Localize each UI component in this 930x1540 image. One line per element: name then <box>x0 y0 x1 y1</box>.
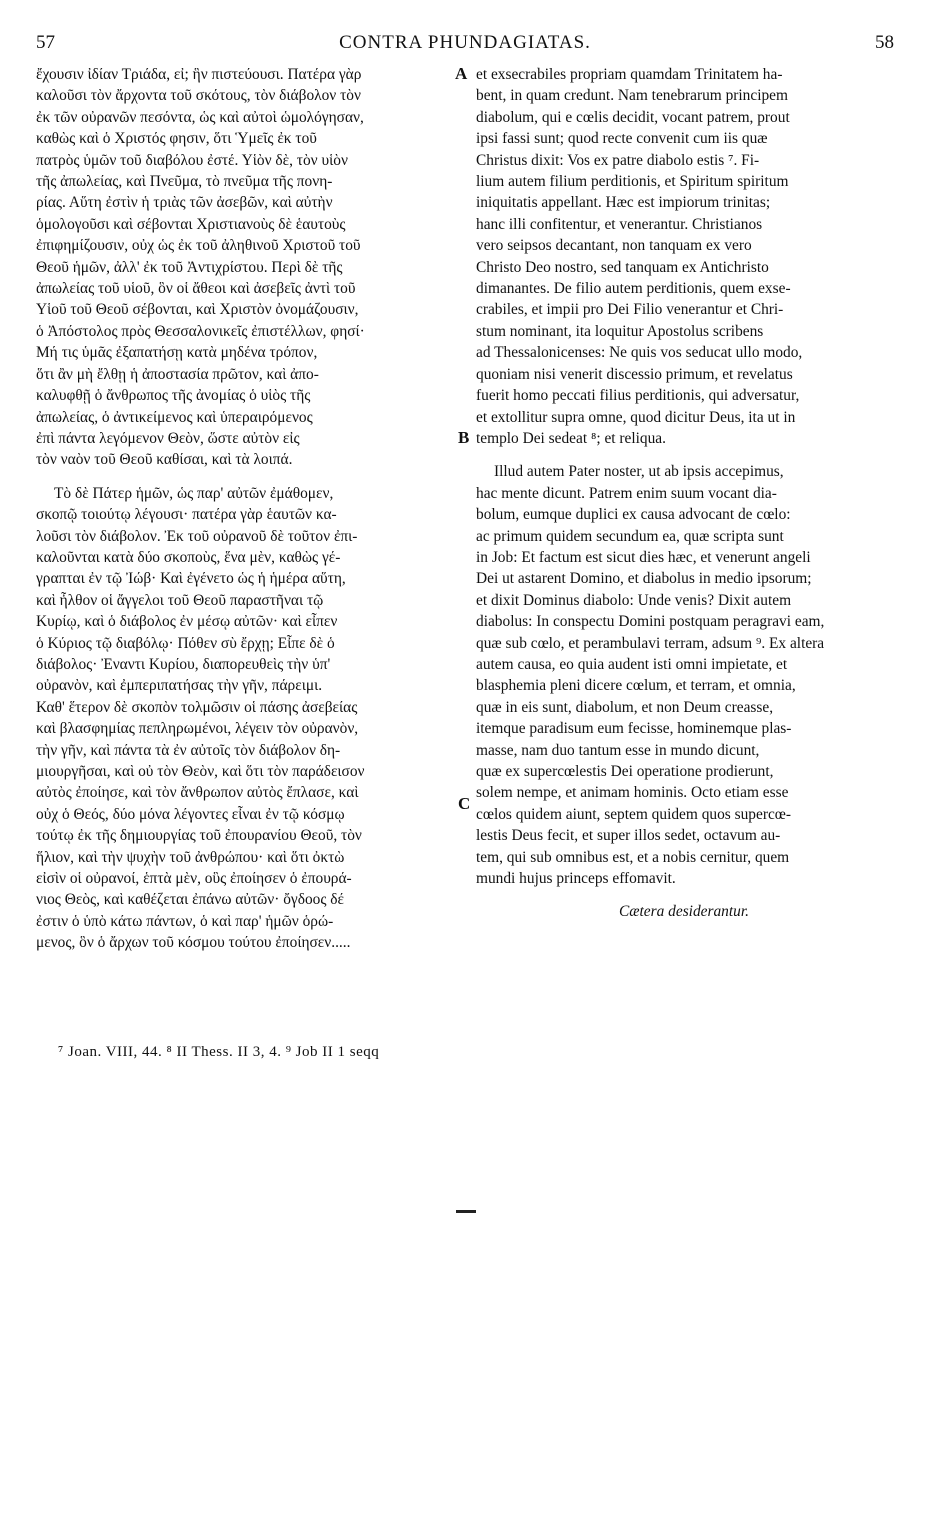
text-line: αὐτὸς ἐποίησε, καὶ τὸν ἄνθρωπον αὐτὸς ἔπλασε, καὶ <box>36 784 359 802</box>
text-line: διάβολος· Ἐναντι Κυρίου, διαπορευθεὶς τὴν ὑπ' <box>36 655 331 673</box>
text-line: Illud autem Pater noster, ut ab ipsis accepimus, <box>494 463 784 481</box>
text-line: Christus dixit: Vos ex patre diabolo estis ⁷. Fi- <box>476 151 760 169</box>
text-line: ὁ Κύριος τῷ διαβόλῳ· Πόθεν σὺ ἔρχῃ; Εἶπε δὲ ὁ <box>36 634 335 652</box>
text-line: καὶ βλασφημίας πεπληρωμένοι, λέγειν τὸν οὐρανὸν, <box>36 720 359 738</box>
text-line: bolum, eumque duplici ex causa advocant de cœlo: <box>476 506 791 524</box>
text-line: fuerit homo peccati filius perditionis, qui adversatur, <box>476 387 800 405</box>
text-line: ἥλιον, καὶ τὴν ψυχὴν τοῦ ἀνθρώπου· καὶ ὅτι ὀκτὼ <box>36 848 345 866</box>
text-line: hanc illi confitentur, et venerantur. Christianos <box>476 215 763 233</box>
page-number-left: 57 <box>36 32 55 53</box>
section-marker-a: A <box>455 64 468 83</box>
greek-text-column <box>36 64 454 954</box>
text-line: masse, nam duo tantum esse in mundo dicunt, <box>476 741 760 759</box>
text-line: et dixit Dominus diabolo: Unde venis? Dixit autem <box>476 591 792 609</box>
running-header <box>36 32 894 58</box>
text-line: σκοπῷ τοιούτῳ λέγουσι· πατέρα γὰρ ἑαυτῶν κα- <box>36 506 337 524</box>
text-line: tem, qui sub omnibus est, et a nobis cernitur, quem <box>476 848 790 866</box>
page-number-right: 58 <box>875 32 894 53</box>
text-line: ipsi fassi sunt; quod recte convenit cum iis quæ <box>476 130 768 148</box>
text-line: lestis Deus fecit, et super illos sedet, octavum au- <box>476 827 781 845</box>
text-line: ὁ Ἀπόστολος πρὸς Θεσσαλονικεῖς ἐπιστέλλων, φησί· <box>36 322 365 340</box>
text-line: crabiles, et impii pro Dei Filio venerantur et Chri- <box>476 301 784 319</box>
text-line: καθὼς καὶ ὁ Χριστός φησιν, ὅτι Ὑμεῖς ἐκ τοῦ <box>36 130 317 148</box>
text-line: in Job: Et factum est sicut dies hæc, et venerunt angeli <box>476 548 811 566</box>
text-line: εἰσὶν οἱ οὐρανοί, ἑπτὰ μὲν, οὓς ἐποίησεν ὁ ἐπουρά- <box>36 870 352 888</box>
text-line: οὐρανὸν, καὶ ἐμπεριπατήσας τὴν γῆν, πάρειμι. <box>36 677 323 695</box>
paragraph-gap <box>36 471 454 483</box>
text-line: quæ in eis sunt, diabolum, et non Deum creasse, <box>476 698 774 716</box>
text-line: ac primum quidem secundum ea, quæ scripta sunt <box>476 527 784 545</box>
text-line: καλοῦνται κατὰ δύο σκοποὺς, ἕνα μὲν, καθὼς γέ- <box>36 548 341 566</box>
section-marker-c: C <box>458 794 471 813</box>
text-line: stum nominant, ita loquitur Apostolus scribens <box>476 322 764 340</box>
text-line: quæ ex supercœlestis Dei operatione prodierunt, <box>476 763 774 780</box>
text-line: Θεοῦ ἡμῶν, ἀλλ' ἐκ τοῦ Ἀντιχρίστου. Περὶ δὲ τῆς <box>36 258 343 276</box>
text-line: καλοῦσι τὸν ἄρχοντα τοῦ σκότους, τὸν διάβολον τὸν <box>36 87 361 105</box>
text-line: vero seipsos decantant, non tanquam ex vero <box>476 237 752 255</box>
text-line: ὅτι ἂν μὴ ἔλθῃ ἡ ἀποστασία πρῶτον, καὶ ἀπο- <box>36 365 319 383</box>
text-line: et extollitur supra omne, quod dicitur Deus, ita ut in <box>476 408 796 426</box>
text-line: καὶ ἦλθον οἱ ἄγγελοι τοῦ Θεοῦ παραστῆναι τῷ <box>36 591 324 609</box>
text-line: λοῦσι τὸν διάβολον. Ἐκ τοῦ οὐρανοῦ δὲ τοῦτον ἐπι- <box>36 527 358 545</box>
text-line: τούτῳ ἐκ τῆς δημιουργίας τοῦ ἐπουρανίου Θεοῦ, τὸν <box>36 827 362 845</box>
running-title: CONTRA PHUNDAGIATAS. <box>339 32 591 53</box>
text-line: Christo Deo nostro, sed tanquam ex Antichristo <box>476 258 769 276</box>
text-line: Dei ut astarent Domino, et diabolus in medio ipsorum; <box>476 570 812 588</box>
text-line: dimanantes. De filio autem perditionis, quem exse- <box>476 280 791 298</box>
text-line: ἀπωλείας, ὁ ἀντικείμενος καὶ ὑπεραιρόμενος <box>36 408 313 426</box>
text-line: ἐπὶ πάντα λεγόμενον Θεὸν, ὥστε αὐτὸν εἰς <box>36 429 300 447</box>
text-line: ἀπωλείας τοῦ υἱοῦ, ὃν οἱ ἄθεοι καὶ ἀσεβεῖς ἀντὶ τοῦ <box>36 280 356 298</box>
text-line: mundi hujus princeps effomavit. <box>476 870 676 888</box>
text-line: solem nempe, et animam hominis. Octo etiam esse <box>476 784 789 802</box>
text-line: ἐκ τῶν οὐρανῶν πεσόντα, ὡς καὶ αὐτοὶ ὡμολόγησαν, <box>36 108 364 126</box>
text-line: iniquitatis appellant. Hæc est impiorum trinitas; <box>476 194 771 212</box>
text-line: Καθ' ἕτερον δὲ σκοπὸν τολμῶσιν οἱ πάσης ἀσεβείας <box>36 698 358 716</box>
text-line: μιουργῆσαι, καὶ οὐ τὸν Θεὸν, καὶ ὅτι τὸν παράδεισον <box>36 763 365 780</box>
text-line: Κυρίῳ, καὶ ὁ διάβολος ἐν μέσῳ αὐτῶν· καὶ εἶπεν <box>36 613 338 631</box>
text-line: Cætera desiderantur. <box>619 903 749 921</box>
text-line: blasphemia pleni dicere cœlum, et terram, et omnia, <box>476 677 796 695</box>
text-line: ὁμολογοῦσι καὶ σέβονται Χριστιανοὺς δὲ ἑαυτοὺς <box>36 215 346 233</box>
text-line: cœlos quidem aiunt, septem quidem quos supercœ- <box>476 805 792 823</box>
text-line: itemque paradisum eum fecisse, hominemque plas- <box>476 720 792 738</box>
text-line: οὐχ ὁ Θεός, δύο μόνα λέγοντες εἶναι ἐν τῷ κόσμῳ <box>36 805 345 823</box>
section-marker-b: B <box>458 428 470 447</box>
text-line: bent, in quam credunt. Nam tenebrarum principem <box>476 87 788 105</box>
text-line: γραπται ἐν τῷ Ἰώβ· Καὶ ἐγένετο ὡς ἡ ἡμέρα αὕτη, <box>36 570 346 588</box>
text-line: τὸν ναὸν τοῦ Θεοῦ καθίσαι, καὶ τὰ λοιπά. <box>36 451 293 469</box>
footnotes: ⁷ Joan. VIII, 44. ⁸ II Thess. II 3, 4. ⁹ Job II 1 seqq <box>58 1044 380 1060</box>
text-line: et exsecrabiles propriam quamdam Trinitatem ha- <box>476 66 783 83</box>
text-line: lium autem filium perditionis, et Spiritum spiritum <box>476 173 789 191</box>
latin-text-column <box>476 64 892 923</box>
paragraph-gap <box>476 889 892 901</box>
text-line: ρίας. Αὕτη ἐστὶν ἡ τριὰς τῶν ἀσεβῶν, καὶ αὐτὴν <box>36 194 333 212</box>
text-line: τῆς ἀπωλείας, καὶ Πνεῦμα, τὸ πνεῦμα τῆς πονη- <box>36 173 333 191</box>
end-rule <box>456 1210 476 1213</box>
text-line: hac mente dicunt. Patrem enim suum vocant dia- <box>476 484 777 502</box>
text-line: Τὸ δὲ Πάτερ ἡμῶν, ὡς παρ' αὐτῶν ἐμάθομεν, <box>54 484 334 502</box>
text-line: Υἱοῦ τοῦ Θεοῦ σέβονται, καὶ Χριστὸν ὀνομάζουσιν, <box>36 301 359 319</box>
text-line: quæ sub cœlo, et perambulavi terram, adsum ⁹. Ex altera <box>476 634 825 652</box>
text-line: καλυφθῇ ὁ ἄνθρωπος τῆς ἀνομίας ὁ υἱὸς τῆς <box>36 387 311 405</box>
text-line: ad Thessalonicenses: Ne quis vos seducat ullo modo, <box>476 344 803 362</box>
text-line: autem causa, eo quia audent isti omni impietate, et <box>476 655 788 673</box>
text-line: diabolum, qui e cœlis decidit, vocant patrem, prout <box>476 108 790 126</box>
text-line: ἐπιφημίζουσιν, οὐχ ὡς ἐκ τοῦ ἀληθινοῦ Χριστοῦ τοῦ <box>36 237 361 255</box>
text-line: ἐστιν ὁ ὑπὸ κάτω πάντων, ὁ καὶ παρ' ἡμῶν ὁρώ- <box>36 912 334 930</box>
text-line: templo Dei sedeat ⁸; et reliqua. <box>476 429 666 447</box>
text-line: diabolus: In conspectu Domini postquam peragravi eam, <box>476 613 825 631</box>
text-line: μενος, ὃν ὁ ἄρχων τοῦ κόσμου τούτου ἐποίησεν..... <box>36 934 351 952</box>
text-line: πατρὸς ὑμῶν τοῦ διαβόλου ἐστέ. Υἱὸν δὲ, τὸν υἱὸν <box>36 151 348 169</box>
text-line: quoniam nisi venerit discessio primum, et revelatus <box>476 365 793 383</box>
text-line: τὴν γῆν, καὶ πάντα τὰ ἐν αὐτοῖς τὸν διάβολον δη- <box>36 741 341 759</box>
paragraph-gap <box>476 449 892 461</box>
text-line: νιος Θεὸς, καὶ καθέζεται ἐπάνω αὐτῶν· ὄγδοος δέ <box>36 891 345 909</box>
text-line: ἔχουσιν ἰδίαν Τριάδα, εἰ; ἣν πιστεύουσι. Πατέρα γὰρ <box>36 66 362 83</box>
text-line: Μή τις ὑμᾶς ἐξαπατήσῃ κατὰ μηδένα τρόπον, <box>36 344 318 362</box>
